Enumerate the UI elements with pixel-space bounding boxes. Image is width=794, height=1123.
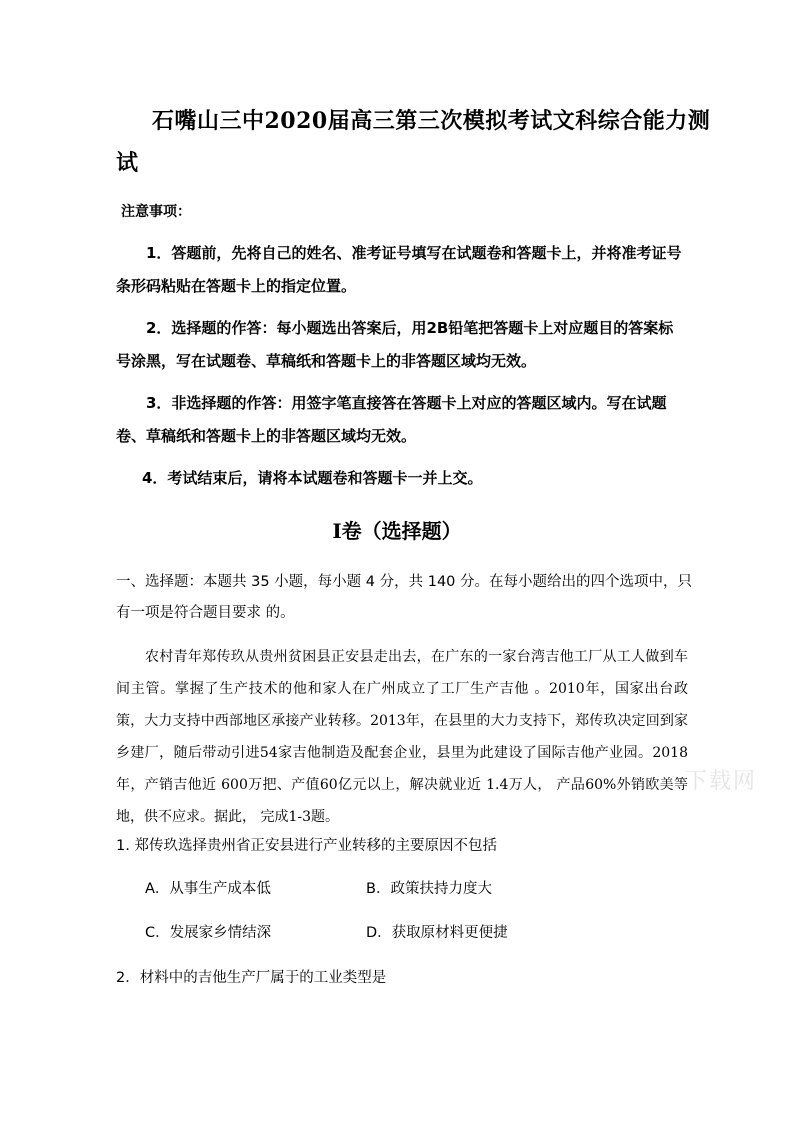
reading-passage: 农村青年郑传玖从贵州贫困县正安县走出去，在广东的一家台湾吉他工厂从工人做到车间主管。掌握了生产技术的他和家人在广州成立了工厂生产吉他 。2010年，国家出台政策，大力支持中西部地区承接产业转移。2013年，在县里的大力支持下，郑传玖决定回到家乡建厂，随后带动引进54家吉他制造及配套企业，县里为此建设了国际吉他产业园。2018年，产销吉他近 600万把、产值60亿元以上，解决就业近 1.4万人， 产品60%外销欧美等地，供不应求。据此， 完成1-3题。 xyxy=(116,649,688,825)
question-1-option-c: C．发展家乡情结深 xyxy=(145,925,272,941)
question-1-option-a: A．从事生产成本低 xyxy=(145,881,271,897)
notice-item-4: 4．考试结束后，请将本试题卷和答题卡一并上交。 xyxy=(142,469,483,487)
exam-title-line-1: 石嘴山三中2020届高三第三次模拟考试文科综合能力测 xyxy=(152,108,711,134)
question-1-stem: 1. 郑传玖选择贵州省正安县进行产业转移的主要原因不包括 xyxy=(116,838,497,854)
question-1-option-b: B．政策扶持力度大 xyxy=(366,881,492,897)
exam-title-line-2: 试 xyxy=(116,150,139,176)
notice-item-2: 2．选择题的作答：每小题选出答案后，用2B铅笔把答题卡上对应题目的答案标号涂黑，写在试题卷、草稿纸和答题卡上的非答题区域均无效。 xyxy=(116,319,674,370)
notice-item-1: 1．答题前，先将自己的姓名、准考证号填写在试题卷和答题卡上，并将准考证号条形码粘贴在答题卡上的指定位置。 xyxy=(116,244,682,295)
question-2-stem: 2．材料中的吉他生产厂属于的工业类型是 xyxy=(116,970,387,986)
notice-heading: 注意事项： xyxy=(121,204,191,220)
watermark: 下载网 xyxy=(685,769,758,794)
question-1-option-d: D．获取原材料更便捷 xyxy=(366,925,508,941)
notice-item-3: 3．非选择题的作答：用签字笔直接答在答题卡上对应的答题区域内。写在试题卷、草稿纸和答题卡上的非答题区域均无效。 xyxy=(116,394,667,445)
section-title: Ⅰ卷（选择题） xyxy=(332,519,462,543)
section-instruction: 一、选择题：本题共 35 小题，每小题 4 分，共 140 分。在每小题给出的四个选项中，只有一项是符合题目要求 的。 xyxy=(116,574,693,621)
